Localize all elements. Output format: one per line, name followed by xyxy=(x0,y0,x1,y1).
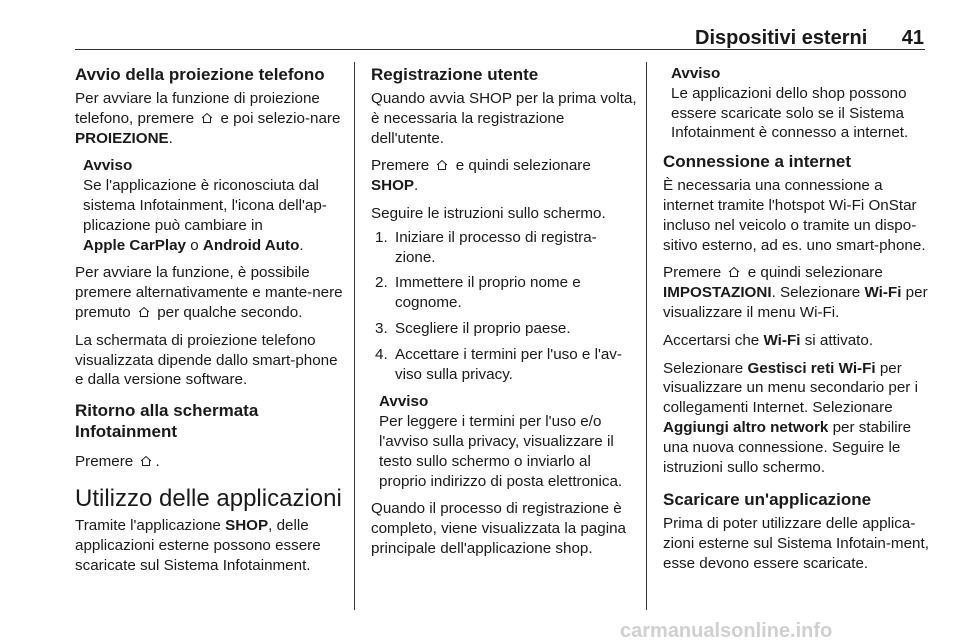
text: per stabilire una nuova connessione. Seguire le istruzioni sullo schermo. xyxy=(663,418,912,476)
header-rule xyxy=(75,49,925,50)
notice-label: Avviso xyxy=(379,393,429,411)
paragraph xyxy=(75,89,345,148)
step-number: 1. xyxy=(375,228,388,246)
bold-term: PROIEZIONE xyxy=(75,129,169,147)
page-number: 41 xyxy=(901,27,924,49)
text: . xyxy=(299,236,304,254)
column-3 xyxy=(663,64,933,582)
text: Accettare i termini per l'uso e l'av-viso sulla privacy. xyxy=(395,345,622,383)
bold-term: Apple CarPlay xyxy=(83,236,186,254)
text: . xyxy=(168,129,173,147)
section-title: Ritorno alla schermata Infotainment xyxy=(75,401,259,442)
paragraph: Prima di poter utilizzare delle applica-zioni esterne sul Sistema Infotain-ment, esse devono essere scaricate. xyxy=(663,515,929,572)
text: si attivato. xyxy=(804,331,874,349)
home-icon xyxy=(138,306,150,318)
home-icon xyxy=(201,112,213,124)
home-icon xyxy=(436,159,448,171)
text: Premere xyxy=(663,264,722,282)
paragraph: Seguire le istruzioni sullo schermo. xyxy=(371,204,606,222)
watermark: carmanualsonline.info xyxy=(620,620,833,642)
paragraph xyxy=(663,359,933,478)
notice-label: Avviso xyxy=(83,157,133,175)
header-title: Dispositivi esterni xyxy=(695,27,868,49)
text: e quindi selezionare xyxy=(747,264,883,282)
column-1 xyxy=(75,64,345,583)
text: o xyxy=(190,236,199,254)
paragraph: Quando avvia SHOP per la prima volta, è necessaria la registrazione dell'utente. xyxy=(371,90,637,147)
section-title: Avvio della proiezione telefono xyxy=(75,65,325,84)
steps-list xyxy=(371,228,637,385)
step-number: 4. xyxy=(375,345,388,363)
step-number: 3. xyxy=(375,319,388,337)
column-2 xyxy=(371,64,637,567)
section-title: Registrazione utente xyxy=(371,65,539,84)
notice-label: Avviso xyxy=(671,65,721,82)
bold-term: IMPOSTAZIONI xyxy=(663,284,772,302)
text: Iniziare il processo di registra-zione. xyxy=(395,228,597,266)
paragraph: È necessaria una connessione a internet tramite l'hotspot Wi-Fi OnStar incluso nel veicolo o tramite un dispo-sitivo esterno, ad es. uno smart-phone. xyxy=(663,177,926,254)
paragraph xyxy=(75,516,345,575)
text: Le applicazioni dello shop possono essere scaricate solo se il Sistema Infotainment è connesso a internet. xyxy=(671,84,909,142)
paragraph xyxy=(75,263,345,322)
list-item xyxy=(371,345,637,385)
text: . xyxy=(155,453,160,471)
text: per visualizzare un menu secondario per i collegamenti Internet. Selezionare xyxy=(663,359,918,417)
bold-term: Aggiungi altro network xyxy=(663,418,829,436)
list-item xyxy=(371,228,637,268)
text: Premere xyxy=(75,453,134,471)
paragraph: La schermata di proiezione telefono visualizzata dipende dallo smart-phone e dalla versione software. xyxy=(75,331,338,389)
bold-term: Gestisci reti Wi-Fi xyxy=(747,359,876,377)
section-title: Connessione a internet xyxy=(663,152,851,172)
text: . Selezionare xyxy=(771,284,861,302)
notice xyxy=(83,156,345,255)
text: Se l'applicazione è riconosciuta dal sistema Infotainment, l'icona dell'ap-plicazione può cambiare in xyxy=(83,177,327,234)
text: . xyxy=(414,177,419,195)
column-divider xyxy=(354,62,355,610)
text: per qualche secondo. xyxy=(157,303,303,321)
text: Tramite l'applicazione xyxy=(75,516,221,534)
paragraph xyxy=(663,263,933,322)
text: e poi selezio-nare xyxy=(220,109,341,127)
bold-term: SHOP xyxy=(225,516,269,534)
text: e quindi selezionare xyxy=(455,157,591,175)
home-icon xyxy=(728,266,740,278)
bold-term: Wi-Fi xyxy=(864,284,902,302)
text: Premere xyxy=(371,157,430,175)
text: per visualizzare il menu Wi-Fi. xyxy=(663,284,928,321)
text: Scegliere il proprio paese. xyxy=(395,319,571,337)
paragraph: Quando il processo di registrazione è completo, viene visualizzata la pagina principale dell'applicazione shop. xyxy=(371,500,626,557)
text: Accertarsi che xyxy=(663,331,760,349)
paragraph xyxy=(75,452,345,472)
text: Per avviare la funzione di proiezione telefono, premere xyxy=(75,90,320,127)
list-item xyxy=(371,273,637,313)
bold-term: SHOP xyxy=(371,177,415,195)
text: , delle applicazioni esterne possono essere scaricate sul Sistema Infotainment. xyxy=(75,516,321,574)
home-icon xyxy=(140,455,152,467)
text: Selezionare xyxy=(663,359,744,377)
chapter-title: Utilizzo delle applicazioni xyxy=(75,484,342,512)
column-divider xyxy=(646,62,647,610)
bold-term: Wi-Fi xyxy=(763,331,801,349)
bold-term: Android Auto xyxy=(202,236,300,254)
text: Per leggere i termini per l'uso e/o l'avviso sulla privacy, visualizzare il testo sullo schermo o inviarlo al proprio indirizzo di posta elettronica. xyxy=(379,413,623,490)
step-number: 2. xyxy=(375,274,388,292)
section-title: Scaricare un'applicazione xyxy=(663,490,872,510)
list-item xyxy=(371,319,637,339)
paragraph xyxy=(663,331,933,351)
paragraph xyxy=(371,156,637,196)
notice xyxy=(671,64,933,143)
notice xyxy=(379,392,637,491)
text: Immettere il proprio nome e cognome. xyxy=(395,274,581,312)
text: Per avviare la funzione, è possibile premere alternativamente e mante-nere premuto xyxy=(75,264,343,321)
